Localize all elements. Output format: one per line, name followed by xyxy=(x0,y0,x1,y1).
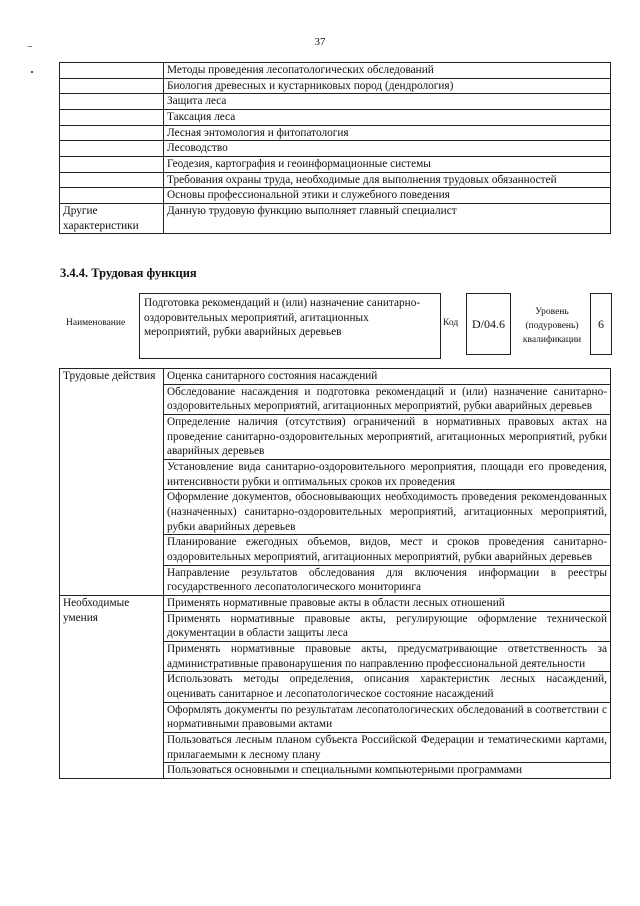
row-content-cell: Основы профессиональной этики и служебного поведения xyxy=(164,188,611,204)
group-label-cell: Необходимые умения xyxy=(60,596,164,779)
table-row xyxy=(60,78,611,94)
row-content-cell: Геодезия, картография и геоинформационные системы xyxy=(164,157,611,173)
row-content-cell: Методы проведения лесопатологических обследований xyxy=(164,63,611,79)
row-label-cell xyxy=(60,94,164,110)
qualification-level-label: Уровень (подуровень) квалификации xyxy=(522,307,582,345)
group-label-cell: Трудовые действия xyxy=(60,369,164,596)
item-cell: Направление результатов обследования для включения информации в реестры государственного лесопатологического мониторинга xyxy=(164,565,611,595)
row-content-cell: Требования охраны труда, необходимые для выполнения трудовых обязанностей xyxy=(164,172,611,188)
row-content-cell: Таксация леса xyxy=(164,110,611,126)
knowledge-table xyxy=(59,62,611,234)
item-cell: Установление вида санитарно-оздоровительного мероприятия, площади его проведения, интенсивности рубки и оптимальных сроков их проведения xyxy=(164,460,611,490)
row-label-cell xyxy=(60,125,164,141)
row-label-cell xyxy=(60,78,164,94)
table-row xyxy=(60,94,611,110)
item-cell: Применять нормативные правовые акты, регулирующие оформление технической документации в области защиты леса xyxy=(164,611,611,641)
row-label-cell xyxy=(60,63,164,79)
qualification-level-box: 6 xyxy=(590,293,612,355)
table-row xyxy=(60,157,611,173)
scan-mark xyxy=(28,46,32,47)
row-label-cell xyxy=(60,188,164,204)
name-label: Наименование xyxy=(66,318,126,328)
item-cell: Применять нормативные правовые акты, предусматривающие ответственность за административные правонарушения по направлению профессиональной деятельности xyxy=(164,642,611,672)
row-content-cell: Защита леса xyxy=(164,94,611,110)
item-cell: Применять нормативные правовые акты в области лесных отношений xyxy=(164,596,611,612)
function-code-box: D/04.6 xyxy=(466,293,511,355)
item-cell: Планирование ежегодных объемов, видов, мест и сроков проведения санитарно-оздоровительных мероприятий, агитационных мероприятий, рубки аварийных деревьев xyxy=(164,535,611,565)
table-row xyxy=(60,188,611,204)
function-details-table xyxy=(59,368,611,779)
table-row xyxy=(60,125,611,141)
table-row xyxy=(60,596,611,612)
item-cell: Пользоваться лесным планом субъекта Российской Федерации и тематическими картами, прилагаемыми к лесному плану xyxy=(164,733,611,763)
item-cell: Обследование насаждения и подготовка рекомендаций и (или) назначение санитарно-оздоровительных мероприятий, агитационных мероприятий, рубки аварийных деревьев xyxy=(164,384,611,414)
table-row xyxy=(60,141,611,157)
table-row xyxy=(60,110,611,126)
row-label-cell xyxy=(60,157,164,173)
row-content-cell: Лесная энтомология и фитопатология xyxy=(164,125,611,141)
row-label-cell xyxy=(60,172,164,188)
table-row xyxy=(60,369,611,385)
row-label-cell xyxy=(60,141,164,157)
row-content-cell: Лесоводство xyxy=(164,141,611,157)
scan-mark xyxy=(31,71,33,73)
row-content-cell: Данную трудовую функцию выполняет главный специалист xyxy=(164,204,611,234)
item-cell: Определение наличия (отсутствия) ограничений в нормативных правовых актах на проведение санитарно-оздоровительных мероприятий, агитационных мероприятий, рубки аварийных деревьев xyxy=(164,415,611,460)
item-cell: Оформление документов, обосновывающих необходимость проведения рекомендованных (назначенных) санитарно-оздоровительных мероприятий, агитационных мероприятий, рубки аварийных деревьев xyxy=(164,490,611,535)
function-name-box: Подготовка рекомендаций и (или) назначение санитарно-оздоровительных мероприятий, агитационных мероприятий, рубки аварийных деревьев xyxy=(139,293,441,359)
item-cell: Пользоваться основными и специальными компьютерными программами xyxy=(164,763,611,779)
table-row xyxy=(60,172,611,188)
code-label: Код xyxy=(443,318,459,328)
page-number: 37 xyxy=(314,36,326,48)
item-cell: Оформлять документы по результатам лесопатологических обследований в соответствии с нормативными правовыми актами xyxy=(164,702,611,732)
table-row xyxy=(60,204,611,234)
row-label-cell: Другие характеристики xyxy=(60,204,164,234)
row-label-cell xyxy=(60,110,164,126)
item-cell: Оценка санитарного состояния насаждений xyxy=(164,369,611,385)
item-cell: Использовать методы определения, описания характеристик лесных насаждений, оценивать санитарное и лесопатологическое состояние насаждений xyxy=(164,672,611,702)
row-content-cell: Биология древесных и кустарниковых пород (дендрология) xyxy=(164,78,611,94)
section-title: 3.4.4. Трудовая функция xyxy=(60,266,197,280)
table-row xyxy=(60,63,611,79)
